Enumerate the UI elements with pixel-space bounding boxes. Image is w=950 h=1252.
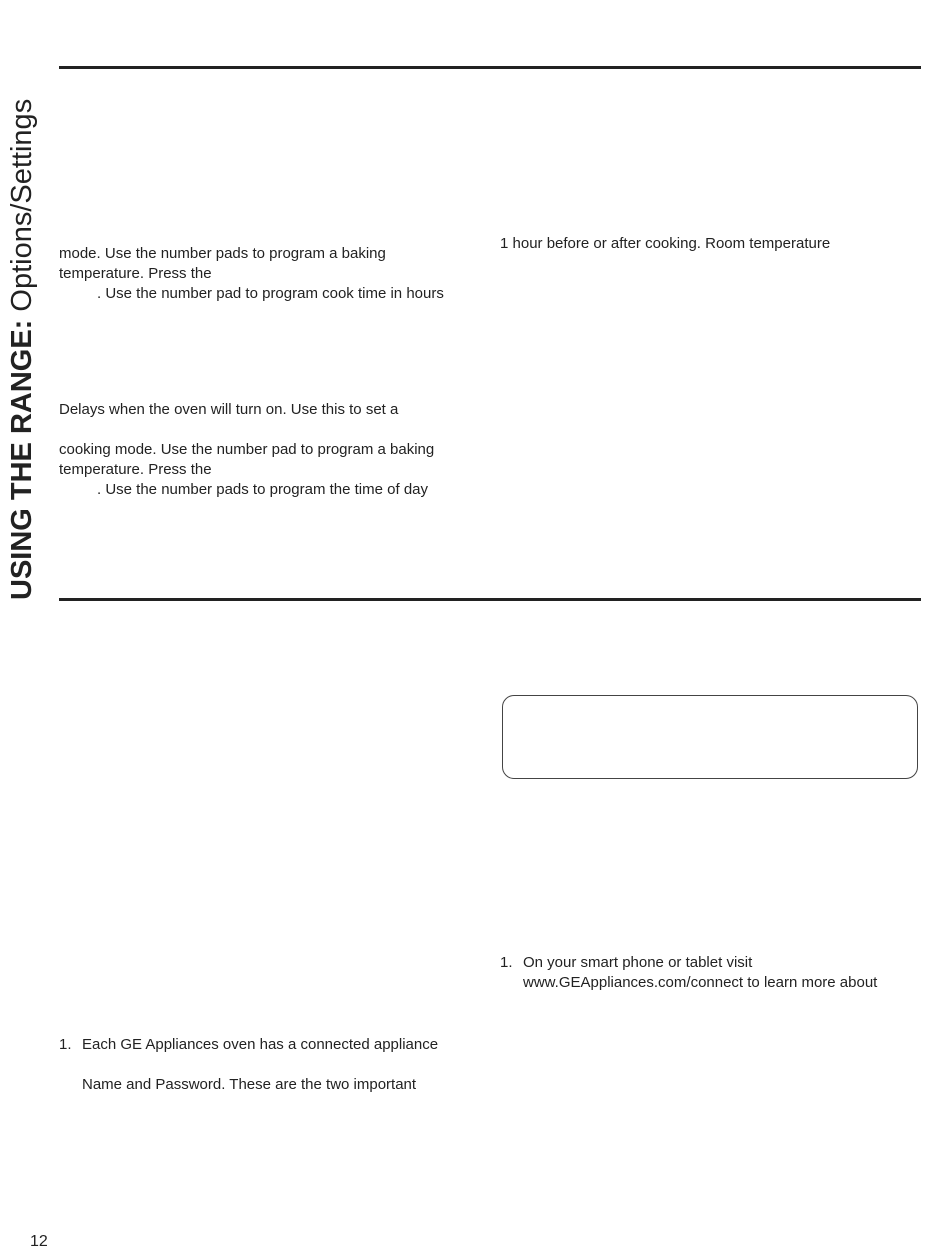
delay-time-line-2: cooking mode. Use the number pad to program a baking bbox=[59, 441, 435, 458]
delay-time-line-1: Delays when the oven will turn on. Use this to set a bbox=[59, 401, 399, 418]
page-number: 12 bbox=[30, 1233, 48, 1250]
connect-step-1 bbox=[500, 953, 877, 993]
delay-time-line-3: temperature. Press the bbox=[59, 461, 212, 478]
section-title-main: USING THE RANGE: bbox=[6, 319, 38, 600]
note-callout-box bbox=[502, 695, 918, 779]
wifi-step-gap bbox=[59, 1055, 438, 1075]
connect-step-number: 1. bbox=[500, 954, 513, 971]
right-top-line-1: 1 hour before or after cooking. Room temperature bbox=[500, 235, 831, 252]
delay-time-gap bbox=[59, 420, 434, 440]
wifi-step-number: 1. bbox=[59, 1036, 72, 1053]
cook-time-line-3: . Use the number pad to program cook time in hours bbox=[97, 285, 444, 302]
cook-time-text bbox=[59, 244, 444, 304]
wifi-step-line-2: Name and Password. These are the two important bbox=[82, 1076, 417, 1093]
cook-time-line-1: mode. Use the number pads to program a baking bbox=[59, 245, 386, 262]
delay-time-line-4: . Use the number pads to program the time of day bbox=[97, 481, 429, 498]
wifi-step-1 bbox=[59, 1035, 438, 1095]
delay-time-text bbox=[59, 400, 434, 500]
right-top-text bbox=[500, 234, 830, 254]
connect-step-line-1: On your smart phone or tablet visit bbox=[523, 954, 753, 971]
cook-time-line-2: temperature. Press the bbox=[59, 265, 212, 282]
top-divider bbox=[59, 66, 921, 69]
wifi-step-line-1: Each GE Appliances oven has a connected appliance bbox=[82, 1036, 439, 1053]
connect-step-line-2: www.GEAppliances.com/connect to learn more about bbox=[523, 974, 878, 991]
middle-divider bbox=[59, 598, 921, 601]
section-title-sub: Options/Settings bbox=[6, 98, 38, 312]
section-title bbox=[4, 99, 40, 600]
